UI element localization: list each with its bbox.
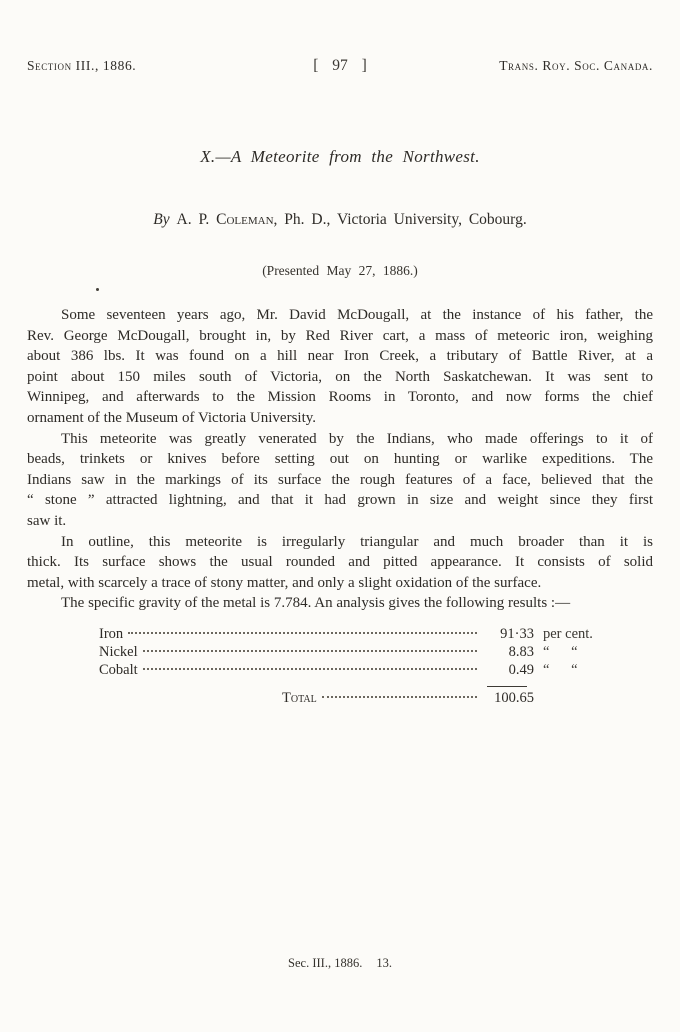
total-rule xyxy=(487,686,527,687)
leader-dots xyxy=(128,632,477,634)
text-line: thick. Its surface shows the usual rounded and pitted appearance. It consists of solid xyxy=(27,554,653,571)
analysis-table xyxy=(27,626,653,709)
element-ditto-marks: “ “ xyxy=(543,644,578,661)
element-value: 91·33 xyxy=(500,625,534,642)
footer-section: Sec. III., 1886. xyxy=(288,956,363,970)
presented-note: (Presented May 27, 1886.) xyxy=(262,263,418,278)
text-line: Indians saw in the markings of its surface the rough features of a face, believed that the xyxy=(27,471,653,488)
text-line: saw it. xyxy=(27,512,67,529)
body-paragraph xyxy=(27,532,653,594)
element-unit: per cent. xyxy=(543,625,593,642)
element-label: Nickel xyxy=(99,644,138,661)
text-line: Some seventeen years ago, Mr. David McDougall, at the instance of his father, the xyxy=(61,307,653,323)
footer-signature-number: 13. xyxy=(376,956,392,970)
body-paragraph xyxy=(27,429,653,532)
leader-dots xyxy=(322,696,477,698)
text-line: metal, with scarcely a trace of stony matter, and only a slight oxidation of the surface. xyxy=(27,574,542,591)
total-label: Total xyxy=(282,690,317,707)
byline-by-label: By xyxy=(153,211,170,228)
article-byline xyxy=(27,211,653,229)
article-body xyxy=(27,305,653,614)
element-ditto-marks: “ “ xyxy=(543,662,578,679)
body-paragraph xyxy=(27,593,653,614)
text-line: This meteorite was greatly venerated by the Indians, who made offerings to it of xyxy=(61,430,653,447)
article-title: X.—A Meteorite from the Northwest. xyxy=(200,147,480,166)
running-header-journal: Trans. Roy. Soc. Canada. xyxy=(499,58,653,73)
running-header-section: Section III., 1886. xyxy=(27,58,137,73)
ink-speck xyxy=(96,288,99,291)
leader-dots xyxy=(143,668,477,670)
text-line: “ stone ” attracted lightning, and that it had grown in size and weight since they first xyxy=(27,492,653,509)
running-header xyxy=(27,57,653,75)
element-value: 0.49 xyxy=(508,662,534,679)
page-number: [ 97 ] xyxy=(313,57,367,74)
element-value: 8.83 xyxy=(508,644,534,661)
element-label: Iron xyxy=(99,625,124,642)
analysis-row xyxy=(99,644,613,662)
text-line: Winnipeg, and afterwards to the Mission Rooms in Toronto, and now forms the chief xyxy=(27,389,653,406)
analysis-row xyxy=(99,662,613,680)
page-footer xyxy=(0,956,680,971)
text-line: Rev. George McDougall, brought in, by Red River cart, a mass of meteoric iron, weighing xyxy=(27,327,653,344)
text-line: about 386 lbs. It was found on a hill near Iron Creek, a tributary of Battle River, at a xyxy=(27,348,653,365)
analysis-row xyxy=(99,626,613,644)
body-paragraph xyxy=(27,305,653,429)
text-line: In outline, this meteorite is irregularly triangular and much broader than it is xyxy=(61,533,653,550)
total-row xyxy=(282,690,534,708)
author-affiliation: Ph. D., Victoria University, Cobourg. xyxy=(284,211,527,228)
element-label: Cobalt xyxy=(99,662,138,679)
leader-dots xyxy=(143,650,477,652)
text-line: ornament of the Museum of Victoria University. xyxy=(27,409,317,426)
text-line: The specific gravity of the metal is 7.784. An analysis gives the following results :— xyxy=(61,595,571,612)
text-line: beads, trinkets or knives before setting out on hunting or warlike expeditions. The xyxy=(27,451,653,468)
text-line: point about 150 miles south of Victoria, on the North Saskatchewan. It was sent to xyxy=(27,368,653,385)
total-value: 100.65 xyxy=(494,690,534,707)
author-name: A. P. Coleman, xyxy=(176,211,278,228)
